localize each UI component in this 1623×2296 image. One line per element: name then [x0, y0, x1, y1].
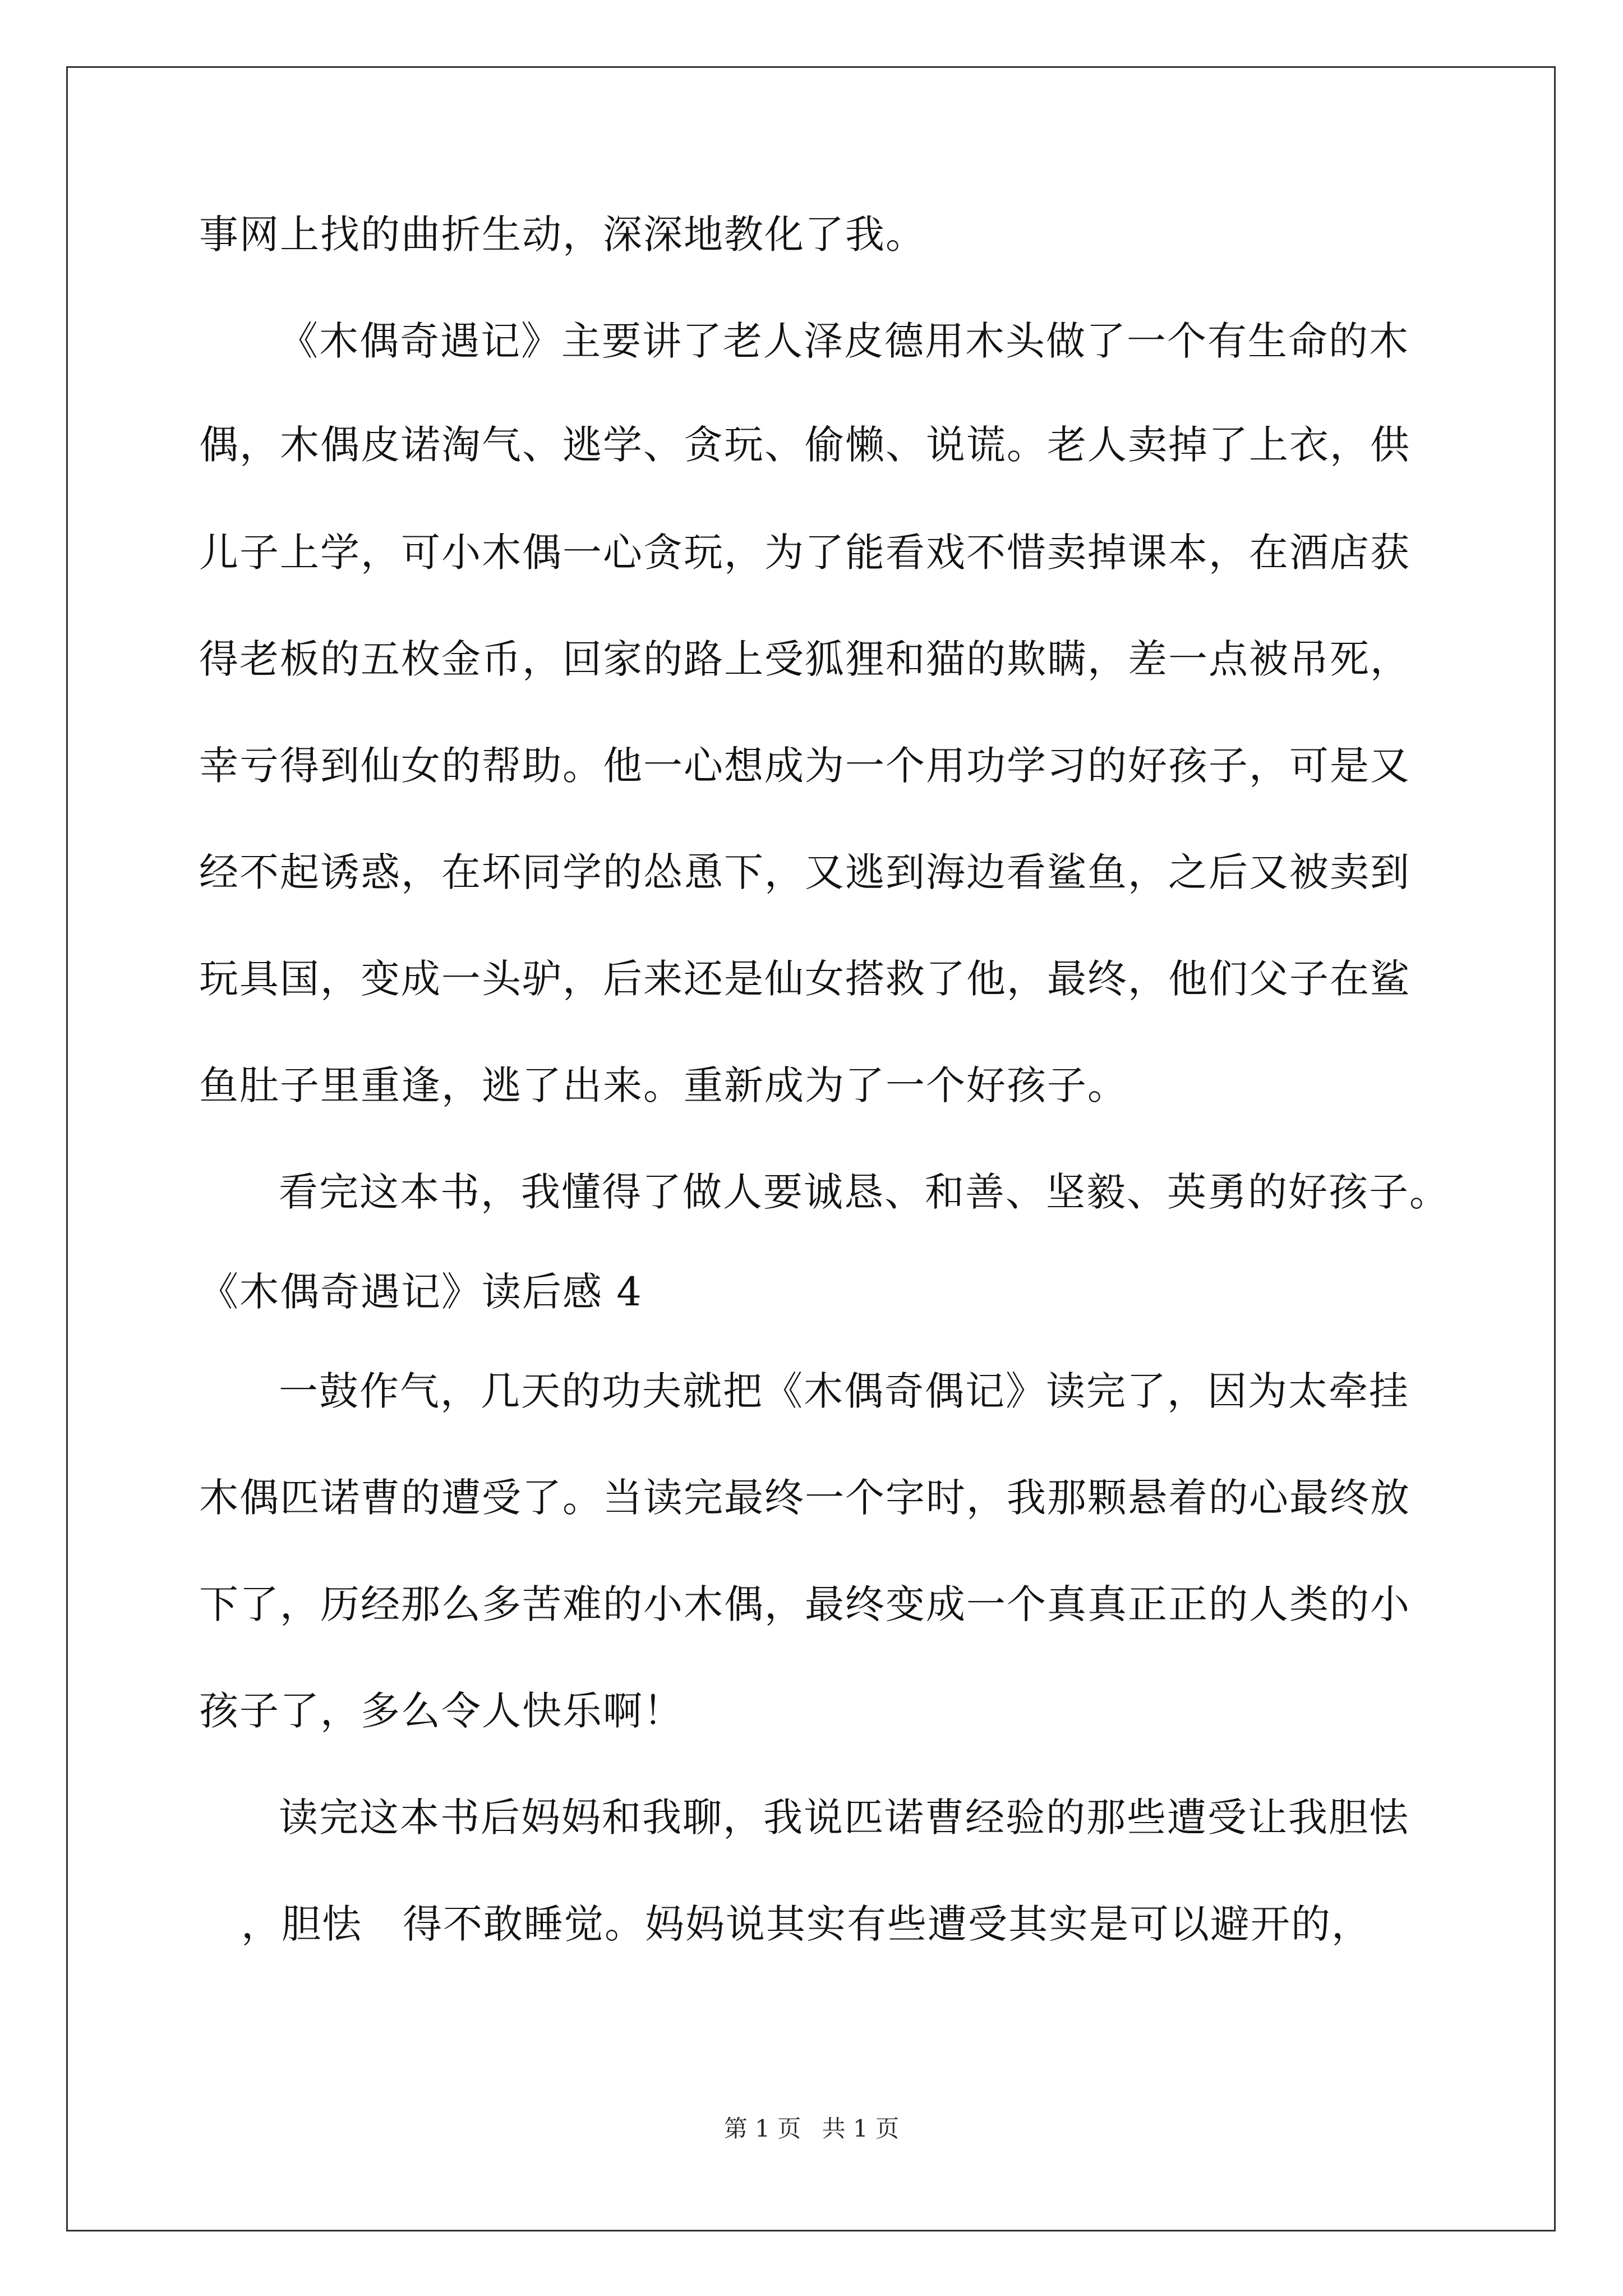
paragraph-line: 读完这本书后妈妈和我聊，我说匹诺曹经验的那些遭受让我胆怯: [279, 1795, 1409, 1841]
page-number: 第 1 页: [723, 2115, 801, 2142]
paragraph-line: 一鼓作气，几天的功夫就把《木偶奇偶记》读完了，因为太牵挂: [279, 1368, 1409, 1414]
paragraph-line: 儿子上学，可小木偶一心贪玩，为了能看戏不惜卖掉课本，在酒店获: [199, 530, 1410, 576]
paragraph-line: ，胆怯 得不敢睡觉。妈妈说其实有些遭受其实是可以避开的，: [241, 1901, 1372, 1947]
paragraph-line: 下了，历经那么多苦难的小木偶，最终变成一个真真正正的人类的小: [199, 1581, 1410, 1627]
paragraph-line: 木偶匹诺曹的遭受了。当读完最终一个字时，我那颗悬着的心最终放: [199, 1475, 1410, 1521]
paragraph-line: 幸亏得到仙女的帮助。他一心想成为一个用功学习的好孩子，可是又: [199, 743, 1410, 789]
paragraph-line: 偶，木偶皮诺淘气、逃学、贪玩、偷懒、说谎。老人卖掉了上衣，供: [199, 422, 1410, 468]
paragraph-line: 《木偶奇遇记》主要讲了老人泽皮德用木头做了一个有生命的木: [279, 318, 1409, 364]
paragraph-line: 事网上找的曲折生动，深深地教化了我。: [199, 211, 926, 257]
section-heading: 《木偶奇遇记》读后感 4: [199, 1269, 643, 1315]
paragraph-line: 经不起诱惑，在坏同学的怂恿下，又逃到海边看鲨鱼，之后又被卖到: [199, 849, 1410, 895]
paragraph-line: 鱼肚子里重逢，逃了出来。重新成为了一个好孩子。: [199, 1062, 1128, 1108]
paragraph-line: 孩子了，多么令人快乐啊！: [199, 1688, 684, 1734]
paragraph-line: 玩具国，变成一头驴，后来还是仙女搭救了他，最终，他们父子在鲨: [199, 956, 1410, 1002]
paragraph-line: 看完这本书，我懂得了做人要诚恳、和善、坚毅、英勇的好孩子。: [279, 1169, 1450, 1215]
paragraph-line: 得老板的五枚金币，回家的路上受狐狸和猫的欺瞒，差一点被吊死，: [199, 636, 1410, 682]
page-total: 共 1 页: [822, 2115, 900, 2142]
page-footer: [0, 2112, 1623, 2146]
